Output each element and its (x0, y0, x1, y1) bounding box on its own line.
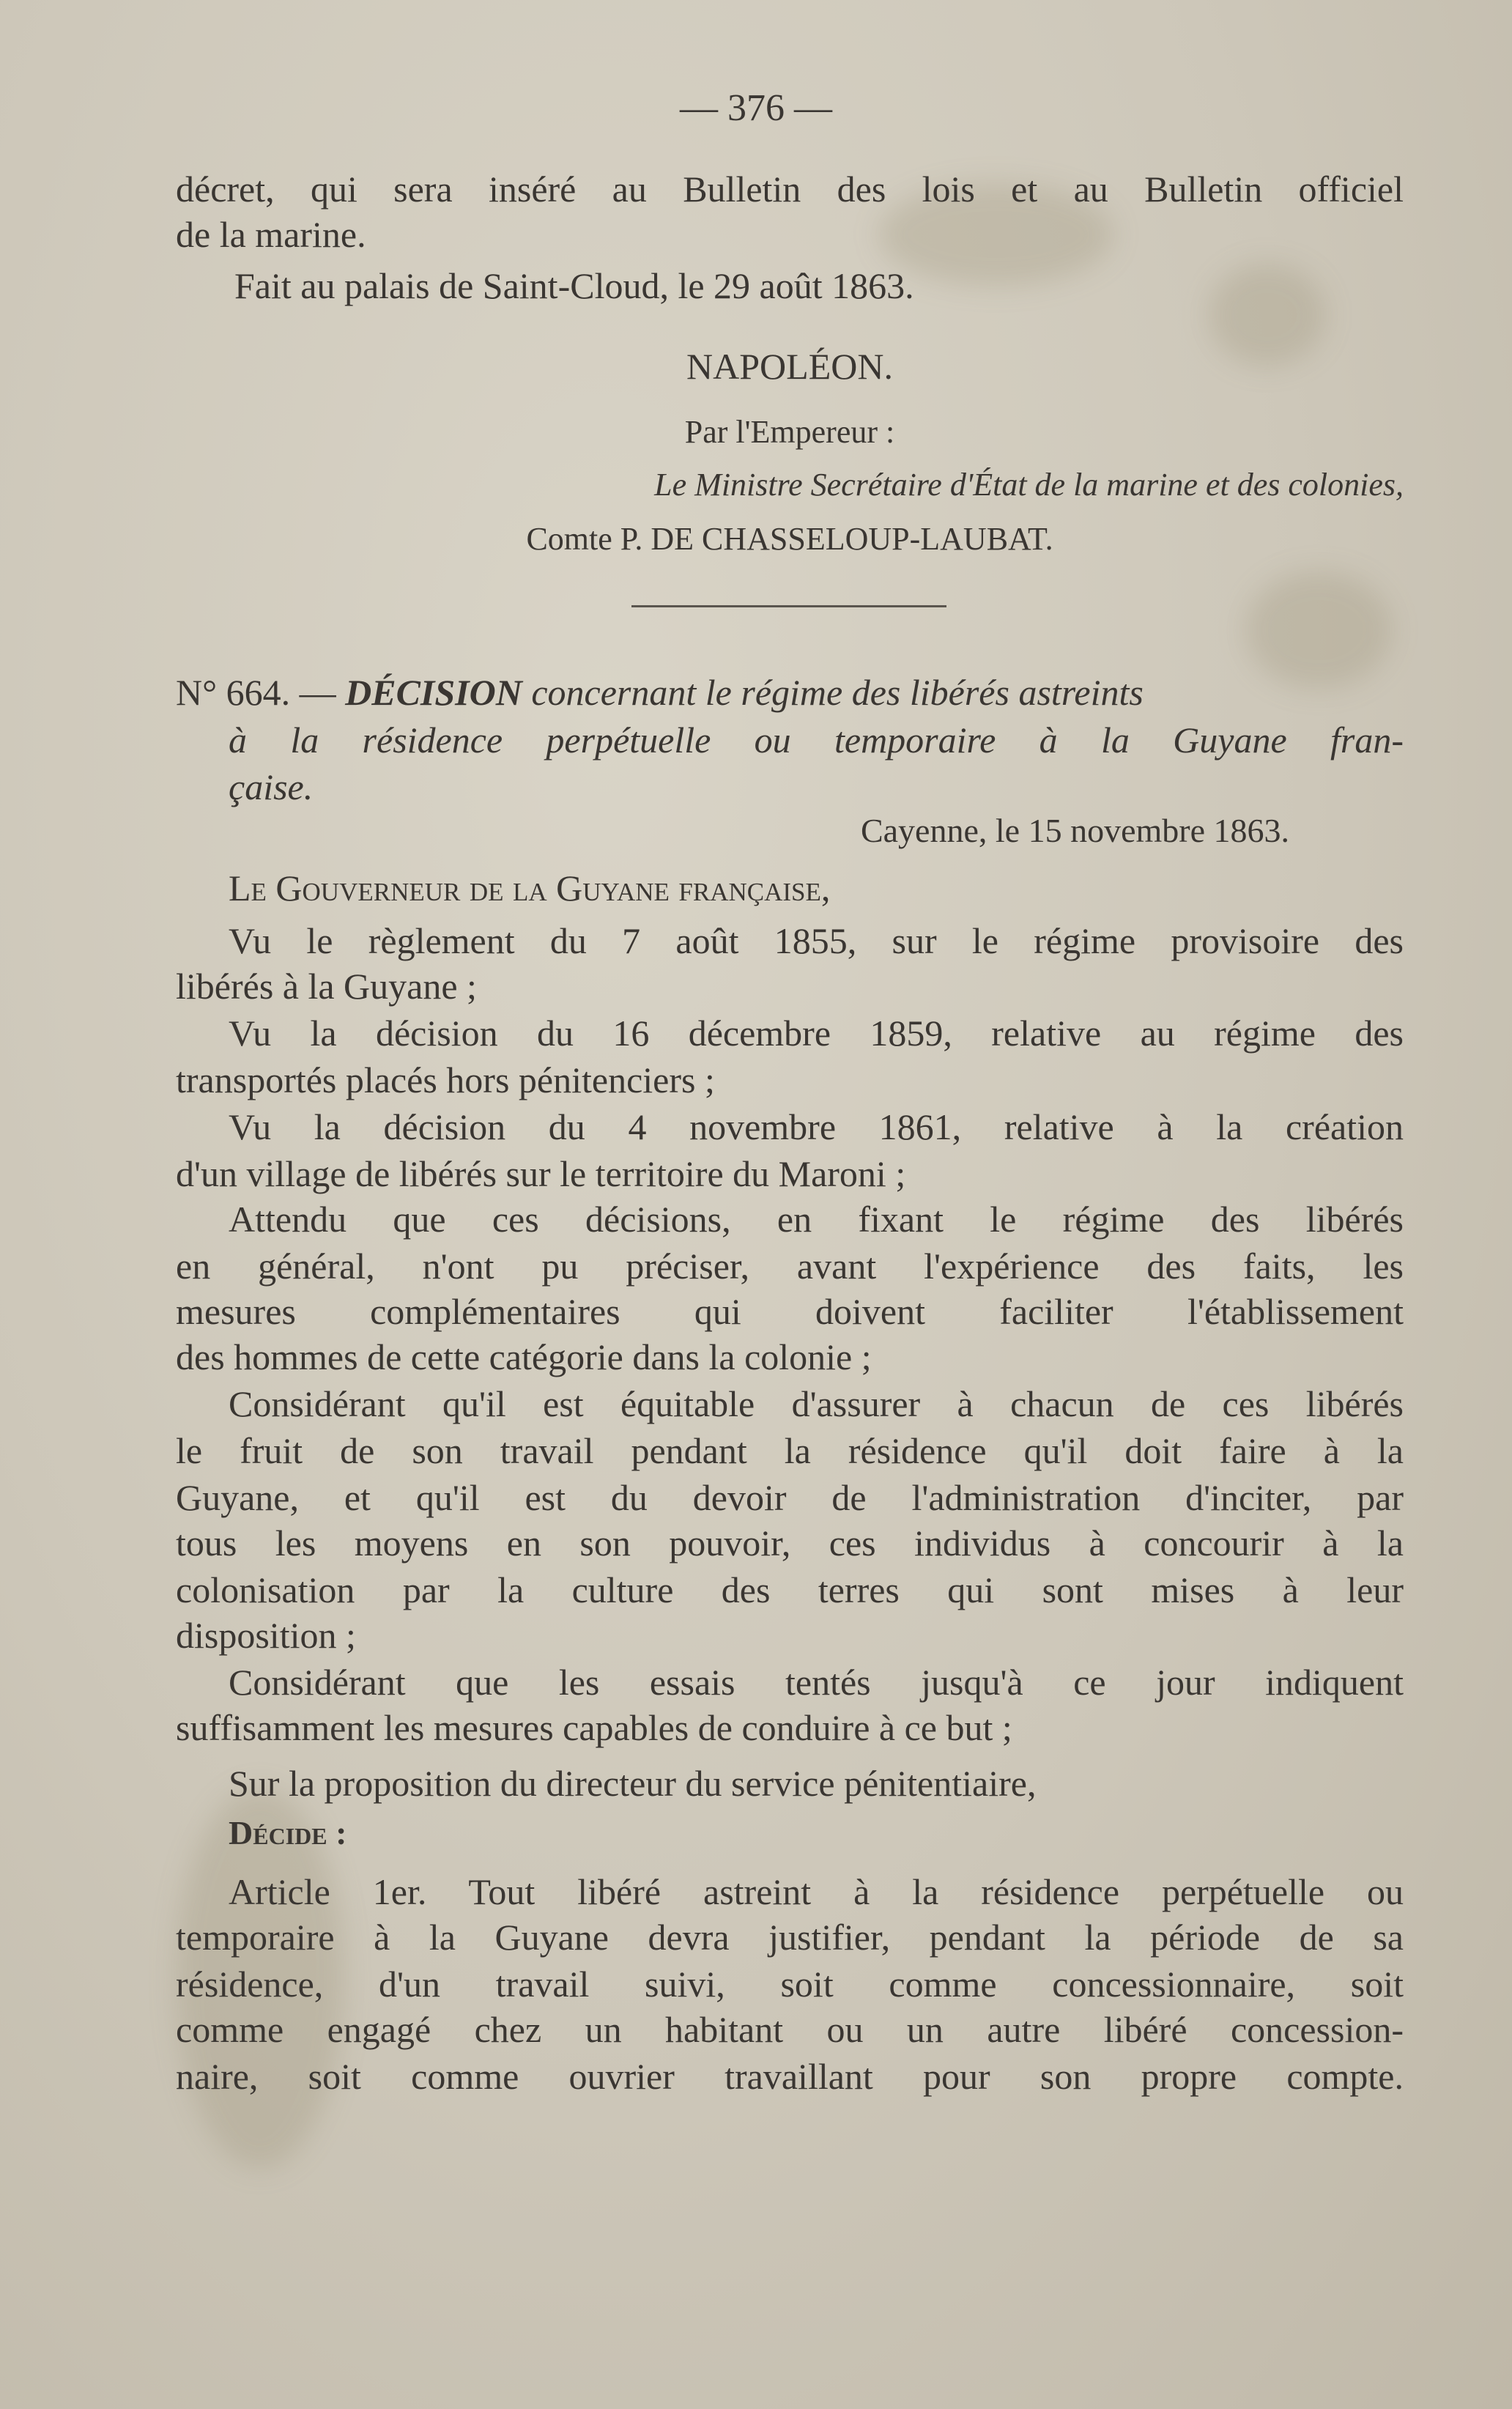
signature-comte: Comte P. DE CHASSELOUP-LAUBAT. (526, 521, 1053, 557)
text-line: suffisamment les mesures capables de conduire à ce but ; (176, 1707, 1012, 1748)
text-line: décret, qui sera inséré au Bulletin des lois et au Bulletin officiel (176, 169, 1404, 210)
text-line: comme engagé chez un habitant ou un autre libéré concession- (176, 2009, 1404, 2050)
decision-title-bold: DÉCISION (345, 672, 522, 713)
page-number: — 376 — (680, 87, 832, 129)
text-line: d'un village de libérés sur le territoire du Maroni ; (176, 1153, 906, 1194)
text-line: Sur la proposition du directeur du service pénitentiaire, (229, 1763, 1037, 1804)
text-line: naire, soit comme ouvrier travaillant pour son propre compte. (176, 2056, 1404, 2097)
signature-minister: Le Ministre Secrétaire d'État de la marine et des colonies, (654, 467, 1404, 503)
text-line: résidence, d'un travail suivi, soit comme concessionnaire, soit (176, 1964, 1404, 2005)
text-line: de la marine. (176, 214, 366, 255)
signature-name: NAPOLÉON. (686, 346, 893, 387)
decision-title: concernant le régime des libérés astreints (531, 672, 1144, 713)
decision-title-line: çaise. (229, 766, 314, 807)
text-line: Considérant que les essais tentés jusqu'à ce jour indiquent (229, 1662, 1404, 1703)
text-line: le fruit de son travail pendant la résidence qu'il doit faire à la (176, 1430, 1404, 1471)
text-line: transportés placés hors pénitenciers ; (176, 1059, 715, 1100)
text-line: mesures complémentaires qui doivent faciliter l'établissement (176, 1291, 1404, 1332)
text-line: Considérant qu'il est équitable d'assurer à chacun de ces libérés (229, 1383, 1404, 1424)
text-line: disposition ; (176, 1615, 356, 1656)
text-line: Vu la décision du 4 novembre 1861, relative à la création (229, 1106, 1404, 1147)
decision-number: N° 664. — (176, 672, 336, 713)
text-line: tous les moyens en son pouvoir, ces individus à concourir à la (176, 1522, 1404, 1564)
separator-rule (631, 605, 946, 607)
text-line: colonisation par la culture des terres qui sont mises à leur (176, 1569, 1404, 1610)
text-line: en général, n'ont pu préciser, avant l'expérience des faits, les (176, 1246, 1404, 1287)
decision-title-line: à la résidence perpétuelle ou temporaire à la Guyane fran- (229, 719, 1404, 761)
text-line: Vu la décision du 16 décembre 1859, relative au régime des (229, 1013, 1404, 1054)
text-line: Attendu que ces décisions, en fixant le régime des libérés (229, 1199, 1404, 1240)
text-line: Décide : (229, 1814, 347, 1851)
text-line: libérés à la Guyane ; (176, 966, 477, 1007)
article-line: Article 1er. Tout libéré astreint à la résidence perpétuelle ou (229, 1871, 1404, 1912)
text-line: Fait au palais de Saint-Cloud, le 29 août 1863. (234, 265, 914, 306)
text-line: Guyane, et qu'il est du devoir de l'administration d'inciter, par (176, 1477, 1404, 1518)
text-line: des hommes de cette catégorie dans la colonie ; (176, 1336, 872, 1377)
dateline: Cayenne, le 15 novembre 1863. (860, 812, 1289, 849)
text-line: Vu le règlement du 7 août 1855, sur le régime provisoire des (229, 920, 1404, 961)
decision-heading (176, 670, 1404, 714)
signature-par: Par l'Empereur : (684, 414, 895, 450)
text-line: temporaire à la Guyane devra justifier, pendant la période de sa (176, 1917, 1404, 1958)
text-line: Le Gouverneur de la Guyane française, (229, 867, 831, 909)
